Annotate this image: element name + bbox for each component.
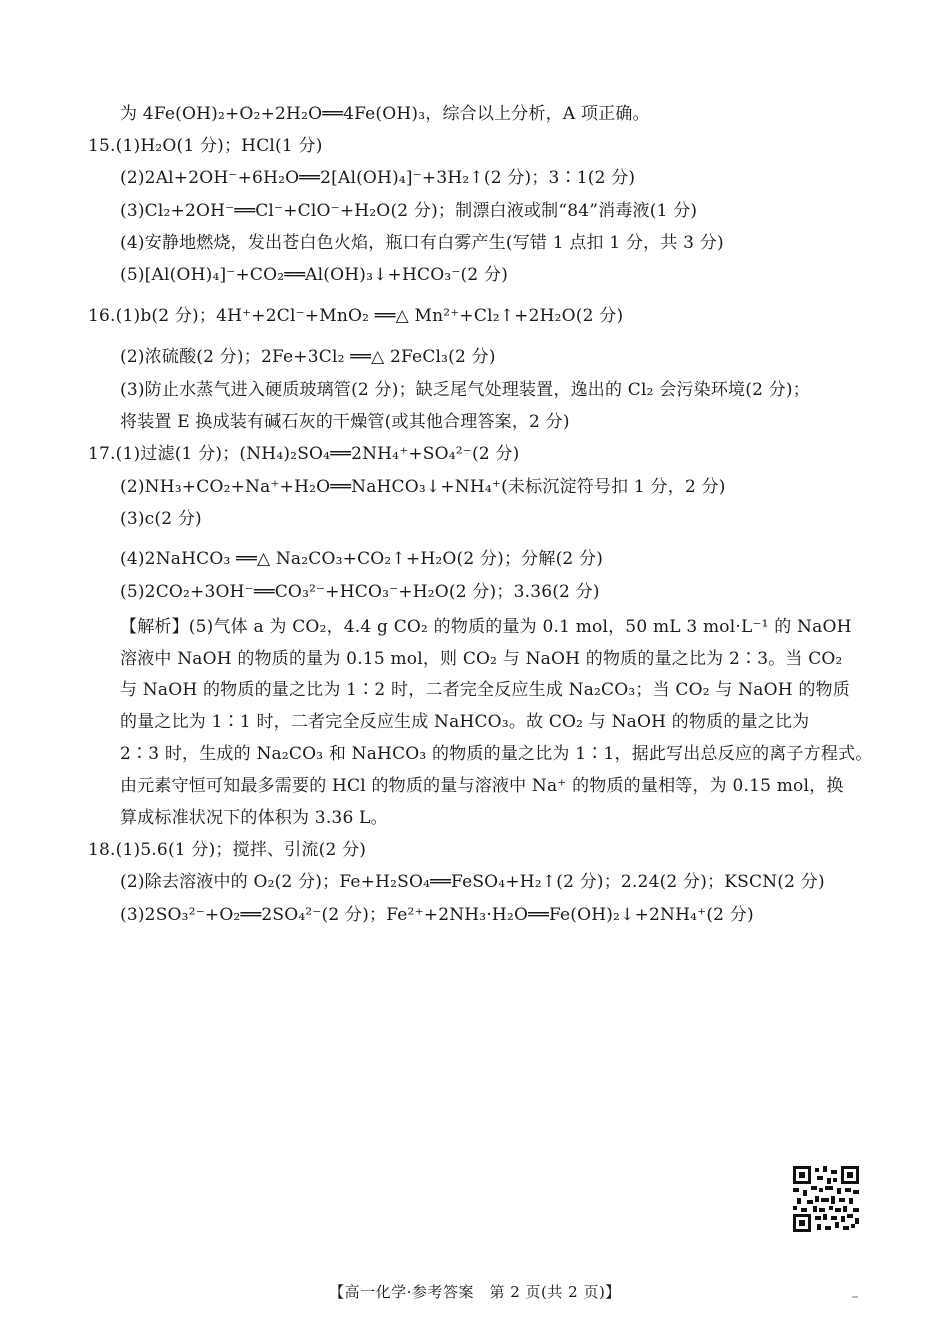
answer-line-18-1: 18.(1)5.6(1 分)；搅拌、引流(2 分)	[88, 840, 367, 860]
answer-line-18-2: (2)除去溶液中的 O₂(2 分)；Fe+H₂SO₄══FeSO₄+H₂↑(2 分)；2.24(2 分)；KSCN(2 分)	[120, 872, 825, 892]
answer-line-17-5: (5)2CO₂+3OH⁻══CO₃²⁻+HCO₃⁻+H₂O(2 分)；3.36(2 分)	[120, 582, 600, 602]
analysis-line-6: 由元素守恒可知最多需要的 HCl 的物质的量与溶液中 Na⁺ 的物质的量相等，为 0.15 mol，换	[120, 776, 844, 796]
page-footer: 【高一化学·参考答案 第 2 页(共 2 页)】	[329, 1283, 621, 1301]
answer-line-17-3: (3)c(2 分)	[120, 509, 202, 529]
answer-line-16-2: (2)浓硫酸(2 分)；2Fe+3Cl₂ ══△ 2FeCl₃(2 分)	[120, 347, 496, 367]
answer-line-16-3: (3)防止水蒸气进入硬质玻璃管(2 分)；缺乏尾气处理装置，逸出的 Cl₂ 会污染环境(2 分)；	[120, 380, 810, 400]
analysis-line-4: 的量之比为 1∶1 时，二者完全反应生成 NaHCO₃。故 CO₂ 与 NaOH 的物质的量之比为	[120, 712, 810, 732]
analysis-line-2: 溶液中 NaOH 的物质的量为 0.15 mol，则 CO₂ 与 NaOH 的物质的量之比为 2∶3。当 CO₂	[120, 649, 843, 669]
answer-line-17-4: (4)2NaHCO₃ ══△ Na₂CO₃+CO₂↑+H₂O(2 分)；分解(2 分)	[120, 549, 604, 569]
analysis-line-3: 与 NaOH 的物质的量之比为 1∶2 时，二者完全反应生成 Na₂CO₃；当 CO₂ 与 NaOH 的物质	[120, 680, 850, 700]
answer-line-15-5: (5)[Al(OH)₄]⁻+CO₂══Al(OH)₃↓+HCO₃⁻(2 分)	[120, 265, 509, 285]
analysis-line-1: 【解析】(5)气体 a 为 CO₂，4.4 g CO₂ 的物质的量为 0.1 mol，50 mL 3 mol·L⁻¹ 的 NaOH	[120, 617, 852, 637]
answer-line-17-1: 17.(1)过滤(1 分)；(NH₄)₂SO₄══2NH₄⁺+SO₄²⁻(2 分)	[88, 444, 520, 464]
corner-mark	[852, 1296, 858, 1298]
answer-line-15-2: (2)2Al+2OH⁻+6H₂O══2[Al(OH)₄]⁻+3H₂↑(2 分)；3∶1(2 分)	[120, 168, 636, 188]
qr-code-icon	[793, 1166, 859, 1232]
answer-line-16-1: 16.(1)b(2 分)；4H⁺+2Cl⁻+MnO₂ ══△ Mn²⁺+Cl₂↑+2H₂O(2 分)	[88, 306, 624, 326]
answer-line-17-2: (2)NH₃+CO₂+Na⁺+H₂O══NaHCO₃↓+NH₄⁺(未标沉淀符号扣 1 分，2 分)	[120, 477, 726, 497]
answer-line-15-3: (3)Cl₂+2OH⁻══Cl⁻+ClO⁻+H₂O(2 分)；制漂白液或制“84”消毒液(1 分)	[120, 201, 698, 221]
answer-line-15-1: 15.(1)H₂O(1 分)；HCl(1 分)	[88, 136, 323, 156]
analysis-line-5: 2∶3 时，生成的 Na₂CO₃ 和 NaHCO₃ 的物质的量之比为 1∶1，据此写出总反应的离子方程式。	[120, 744, 873, 764]
analysis-line-7: 算成标准状况下的体积为 3.36 L。	[120, 808, 388, 828]
answer-line-14-tail: 为 4Fe(OH)₂+O₂+2H₂O══4Fe(OH)₃，综合以上分析，A 项正确。	[120, 104, 650, 124]
answer-line-18-3: (3)2SO₃²⁻+O₂══2SO₄²⁻(2 分)；Fe²⁺+2NH₃·H₂O══Fe(OH)₂↓+2NH₄⁺(2 分)	[120, 905, 754, 925]
answer-line-15-4: (4)安静地燃烧，发出苍白色火焰，瓶口有白雾产生(写错 1 点扣 1 分，共 3 分)	[120, 233, 724, 253]
answer-line-16-3-cont: 将装置 E 换成装有碱石灰的干燥管(或其他合理答案，2 分)	[120, 412, 570, 432]
